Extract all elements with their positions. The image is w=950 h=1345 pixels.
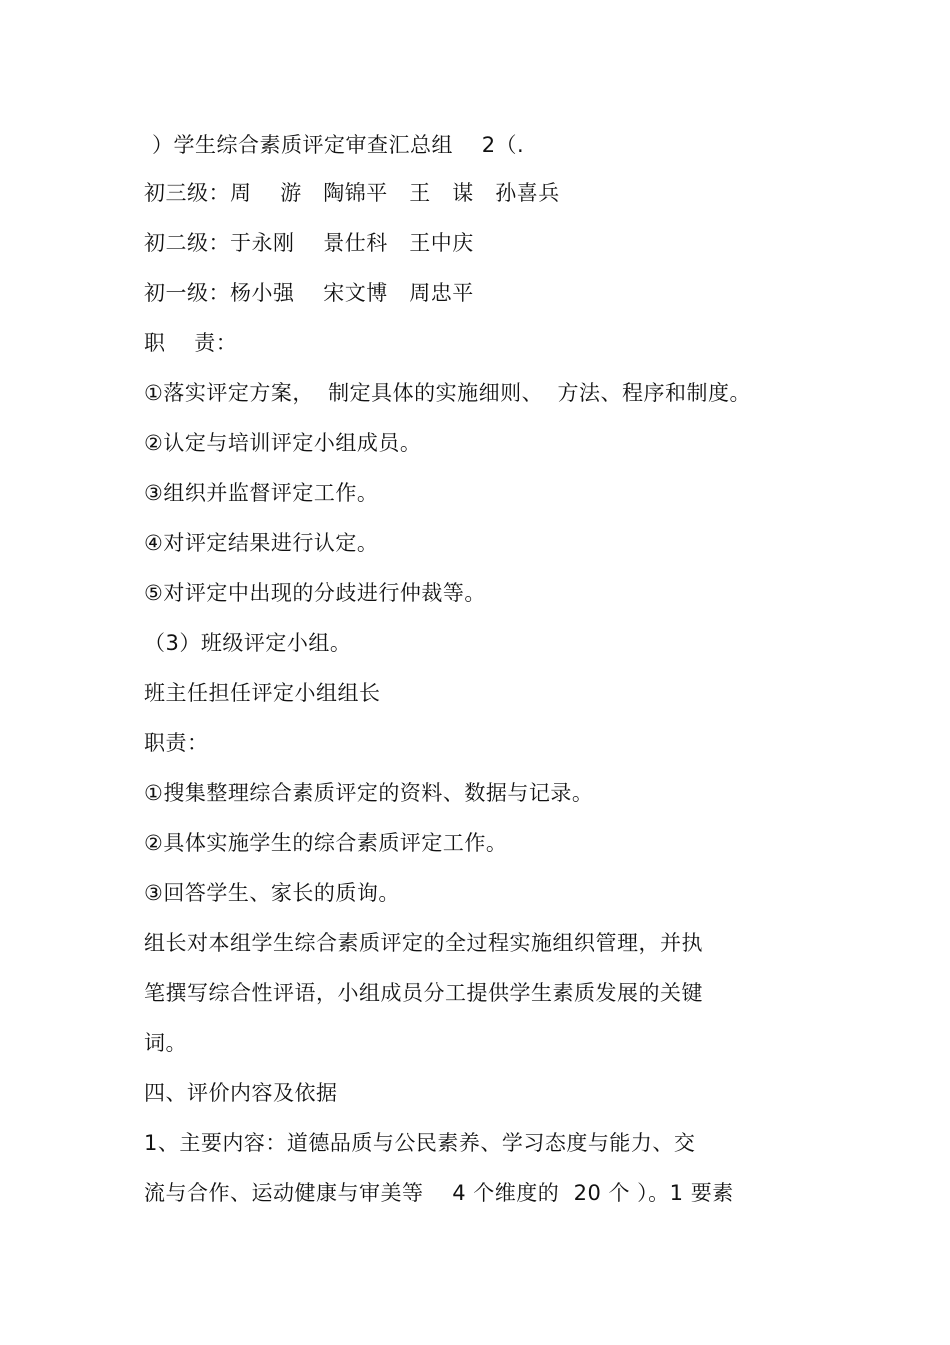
- content-paragraph-line-1: 1、主要内容：道德品质与公民素养、学习态度与能力、交: [144, 1131, 696, 1155]
- class-group-heading: （3）班级评定小组。: [144, 631, 352, 655]
- class-duties-heading: 职责：: [144, 731, 209, 755]
- duty-item-3: ③组织并监督评定工作。: [144, 481, 379, 505]
- leader-paragraph-line-2: 笔撰写综合性评语，小组成员分工提供学生素质发展的关键: [144, 981, 703, 1005]
- duty-item-5: ⑤对评定中出现的分歧进行仲裁等。: [144, 581, 486, 605]
- class-group-leader: 班主任担任评定小组组长: [144, 681, 381, 705]
- content-paragraph-line-2: 流与合作、运动健康与审美等 4 个维度的 20 个 ）。1 要素: [144, 1181, 734, 1205]
- duties-heading: 职 责：: [144, 331, 238, 355]
- class-duty-item-2: ②具体实施学生的综合素质评定工作。: [144, 831, 508, 855]
- class-duty-item-1: ①搜集整理综合素质评定的资料、数据与记录。: [144, 781, 594, 805]
- duty-item-4: ④对评定结果进行认定。: [144, 531, 379, 555]
- grade-two-members: 初二级：于永刚 景仕科 王中庆: [144, 231, 474, 255]
- grade-one-members: 初一级：杨小强 宋文博 周忠平: [144, 281, 474, 305]
- leader-paragraph-line-3: 词。: [144, 1031, 187, 1055]
- duty-item-1: ①落实评定方案， 制定具体的实施细则、 方法、程序和制度。: [144, 381, 752, 405]
- duty-item-2: ②认定与培训评定小组成员。: [144, 431, 422, 455]
- leader-paragraph-line-1: 组长对本组学生综合素质评定的全过程实施组织管理，并执: [144, 931, 703, 955]
- class-duty-item-3: ③回答学生、家长的质询。: [144, 881, 400, 905]
- grade-three-members: 初三级：周 游 陶锦平 王 谋 孙喜兵: [144, 181, 560, 205]
- section-four-heading: 四、评价内容及依据: [144, 1081, 338, 1105]
- section-heading-review-group: ）学生综合素质评定审查汇总组 2（.: [152, 133, 525, 157]
